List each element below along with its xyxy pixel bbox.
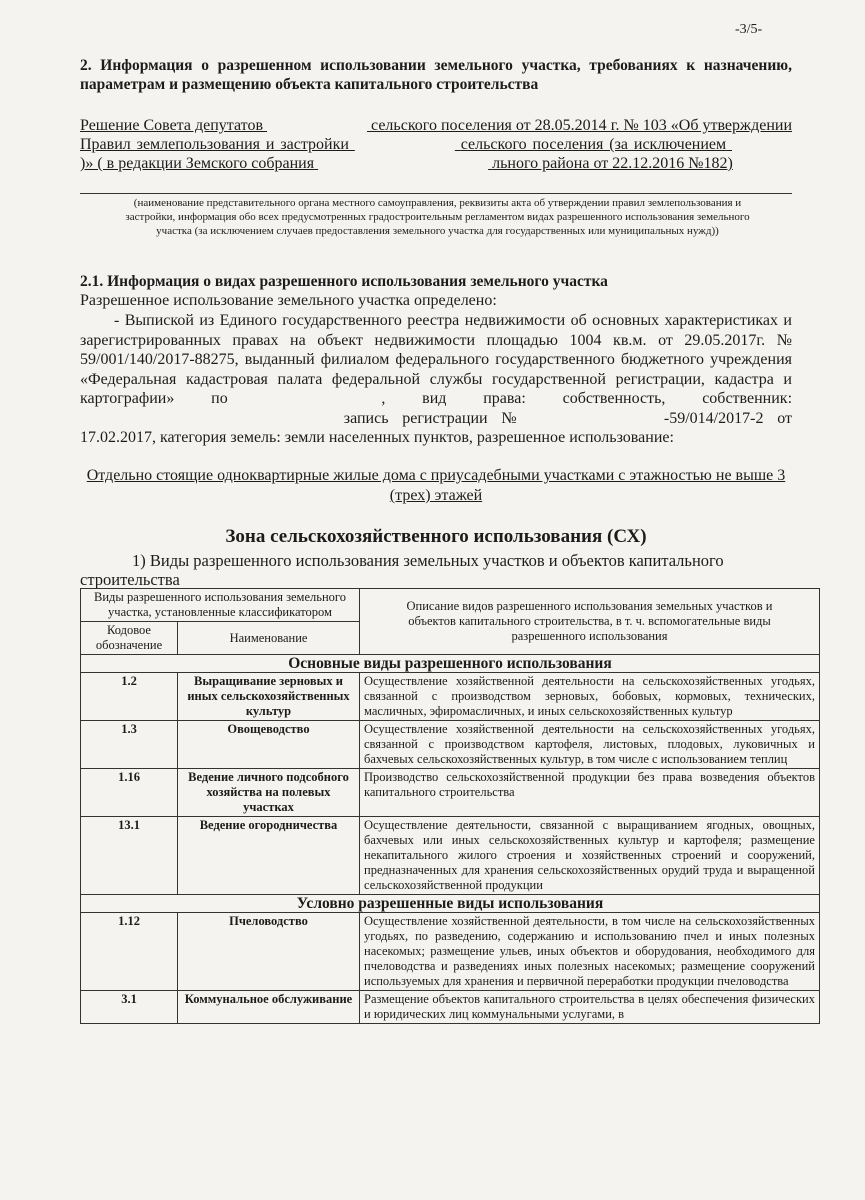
section-row-main [81,655,820,673]
table-row [81,769,820,817]
extract-part-1: - Выпиской из Единого государственного реестра недвижимости об основных характеристиках и зарегистрированных правах на объект недвижимости площадью 1004 кв.м. от 29.05.2017г. № 59/001/140/2017-88275, выданный филиалом федерального государственного бюджетного учреждения «Федеральная кадастровая палата федеральной службы государственной регистрации, кадастра и картографии» по [80,312,792,407]
row-code: 1.3 [81,721,178,769]
row-code: 3.1 [81,991,178,1024]
table-row [81,991,820,1024]
section-row-conditional [81,895,820,913]
row-name: Ведение огородничества [178,817,360,895]
section-main-label: Основные виды разрешенного использования [81,655,820,673]
decision-part-5: льного района от 22.12.2016 №182) [492,155,733,172]
section-2-title: 2. Информация о разрешенном использовании земельного участка, требованиях к назначению, параметрам и размещению объекта капитального строительства [80,57,792,93]
divider [80,193,792,194]
row-code: 13.1 [81,817,178,895]
row-name: Ведение личного подсобного хозяйства на полевых участках [178,769,360,817]
row-code: 1.2 [81,673,178,721]
section-conditional-label: Условно разрешенные виды использования [81,895,820,913]
table-row [81,817,820,895]
table-row [81,913,820,991]
row-code: 1.12 [81,913,178,991]
row-description: Производство сельскохозяйственной продукции без права возведения объектов капитального строительства [360,769,820,817]
permitted-use-value: Отдельно стоящие одноквартирные жилые дома с приусадебными участками с этажностью не выше 3 (трех) этажей [86,467,786,504]
registry-extract-paragraph [80,311,792,448]
row-name: Пчеловодство [178,913,360,991]
extract-part-2: , вид права: собственность, собственник: [381,390,793,407]
row-description: Осуществление деятельности, связанной с выращиванием ягодных, овощных, бахчевых или иных сельскохозяйственных культур и картофеля; размещение некапитального жилого строения и хозяйственных строений и сооружений, предназначенных для хранения сельскохозяйственных орудий труда и выращенной сельскохозяйственной продукции [360,817,820,895]
header-name: Наименование [178,622,360,655]
decision-part-3: сельского поселения (за исключением [460,136,727,153]
extract-part-3: запись регистрации № [343,409,527,427]
row-description: Осуществление хозяйственной деятельности на сельскохозяйственных угодьях, связанной с производством зерновых, бобовых, кормовых, технических, масличных, эфиромасличных, и иных сельскохозяйственных культур [360,673,820,721]
table-header-row [81,589,820,622]
extract-part-4: -59/014/2017-2 от 17.02.2017, категория земель: земли населенных пунктов, разрешенное использование: [80,409,792,446]
decision-reference [80,116,792,173]
header-group: Виды разрешенного использования земельного участка, установленные классификатором [81,589,360,622]
row-name: Выращивание зерновых и иных сельскохозяйственных культур [178,673,360,721]
permitted-use-table [80,588,820,1024]
row-name: Овощеводство [178,721,360,769]
header-description: Описание видов разрешенного использования земельных участков и объектов капитального строительства, в т. ч. вспомогательные виды разрешенного использования [360,589,820,655]
decision-note: (наименование представительного органа местного самоуправления, реквизиты акта об утверждении правил землепользования и застройки, информация обо всех предусмотренных градостроительным регламентом видах разрешенного использования земельного участка (за исключением случаев предоставления земельного участка для государственных или муниципальных нужд)) [125,197,750,237]
page-number: -3/5- [735,22,763,37]
intro-text: Разрешенное использование земельного участка определено: [80,292,497,309]
decision-part-1: Решение Совета депутатов [80,117,263,134]
row-name: Коммунальное обслуживание [178,991,360,1024]
zone-subtitle: 1) Виды разрешенного использования земельных участков и объектов капитального строительства [80,551,724,589]
row-code: 1.16 [81,769,178,817]
row-description: Размещение объектов капитального строительства в целях обеспечения физических и юридических лиц коммунальными услугами, в [360,991,820,1024]
header-code: Кодовое обозначение [81,622,178,655]
row-description: Осуществление хозяйственной деятельности, в том числе на сельскохозяйственных угодьях, по разведению, содержанию и использованию пчел и иных полезных насекомых; размещение ульев, иных объектов и оборудования, необходимого для пчеловодства и разведениях иных полезных насекомых; размещение сооружений используемых для хранения и первичной переработки продукции пчеловодства [360,913,820,991]
row-description: Осуществление хозяйственной деятельности на сельскохозяйственных угодьях, связанной с производством картофеля, листовых, плодовых, луковичных и бахчевых сельскохозяйственных культур, в том числе с использованием теплиц [360,721,820,769]
decision-part-2: сельского поселения от 28.05.2014 г. № 103 «Об утверждении Правил землепользования и застройки [80,117,793,153]
table-row [81,673,820,721]
decision-part-4: )» ( в редакции Земского собрания [80,155,315,172]
zone-title: Зона сельскохозяйственного использования (СХ) [225,526,647,547]
subsection-2-1-title: 2.1. Информация о видах разрешенного использования земельного участка [80,273,608,290]
table-row [81,721,820,769]
